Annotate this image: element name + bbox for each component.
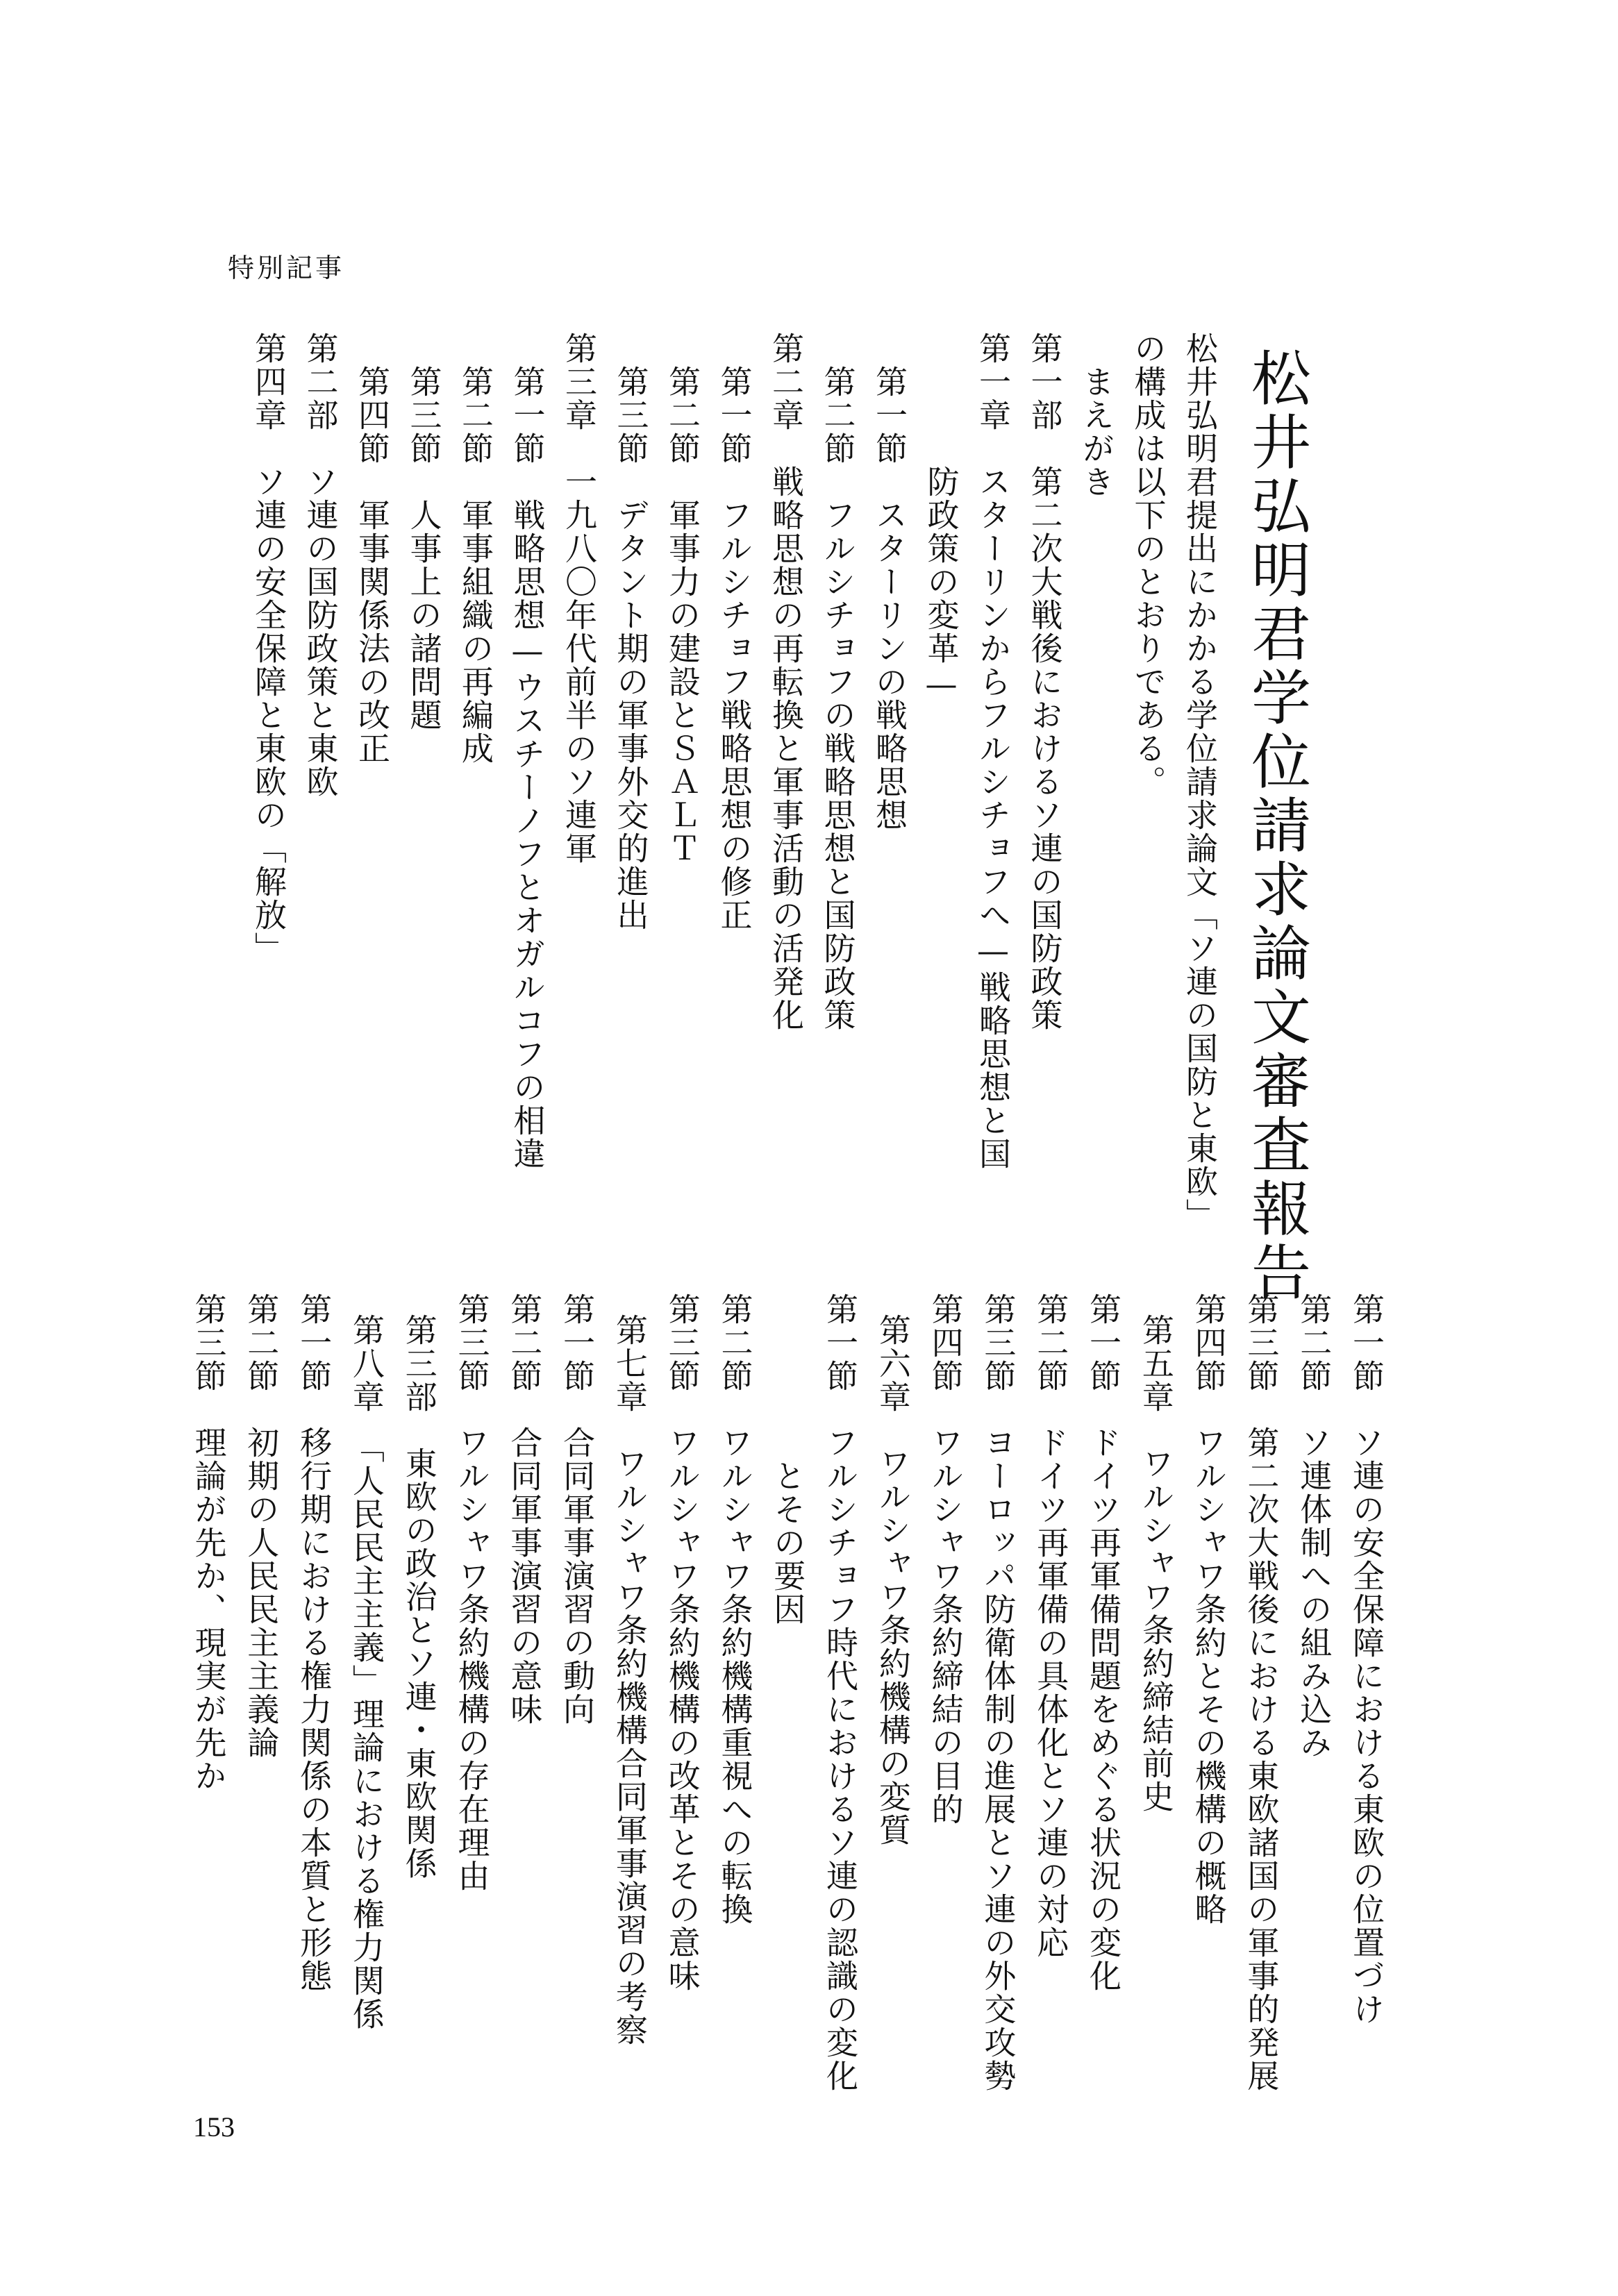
- section-header-label: 特別記事: [228, 253, 345, 283]
- toc-entry: 第三節 デタント期の軍事外交的進出: [612, 365, 650, 932]
- toc-entry: 第一節 合同軍事演習の動向: [558, 1293, 597, 1726]
- toc-entry: 第一節 戦略思想—ウスチーノフとオガルコフの相違: [508, 365, 547, 1171]
- toc-entry: 第四節 ワルシャワ条約とその機構の概略: [1190, 1293, 1228, 1926]
- toc-entry: 第一節 フルシチョフ時代におけるソ連の認識の変化: [821, 1293, 860, 2093]
- toc-entry: とその要因: [769, 1459, 807, 1626]
- toc-entry: 第三節 ワルシャワ条約機構の存在理由: [453, 1293, 491, 1893]
- toc-entry: 第三節 第二次大戦後における東欧諸国の軍事的発展: [1242, 1293, 1281, 2093]
- toc-entry: 第三節 ヨーロッパ防衛体制の進展とソ連の外交攻勢: [979, 1293, 1017, 2093]
- toc-entry: 第五章 ワルシャワ条約締結前史: [1137, 1314, 1175, 1813]
- page-number: 153: [193, 2111, 235, 2143]
- toc-entry: 第二節 軍事組織の再編成: [457, 365, 494, 765]
- toc-entry: 第一節 移行期における権力関係の本質と形態: [295, 1293, 333, 1993]
- intro-line: の構成は以下のとおりである。: [1129, 332, 1167, 798]
- toc-entry: 第三部 東欧の政治とソ連・東欧関係: [400, 1314, 438, 1880]
- toc-entry: 第一節 スターリンの戦略思想: [871, 365, 908, 832]
- toc-entry: 第六章 ワルシャワ条約機構の変質: [874, 1314, 912, 1847]
- toc-entry: まえがき: [1078, 365, 1115, 498]
- toc-top-column: [250, 332, 1226, 1232]
- toc-entry: 第二節 合同軍事演習の意味: [506, 1293, 544, 1726]
- toc-entry: 第二章 戦略思想の再転換と軍事活動の活発化: [767, 332, 805, 1032]
- toc-entry: 第二節 フルシチョフの戦略思想と国防政策: [819, 365, 857, 1032]
- toc-entry: 第二節 ワルシャワ条約機構重視への転換: [716, 1293, 754, 1926]
- toc-entry: 第八章 「人民民主主義」理論における権力関係: [347, 1314, 385, 2031]
- toc-entry: 第二節 軍事力の建設とＳＡＬＴ: [664, 365, 701, 865]
- toc-entry: 第四章 ソ連の安全保障と東欧の「解放」: [250, 332, 287, 965]
- toc-entry: 第一部 第二次大戦後におけるソ連の国防政策: [1026, 332, 1064, 1032]
- toc-entry: 第四節 ワルシャワ条約締結の目的: [926, 1293, 965, 1826]
- toc-entry: 第七章 ワルシャワ条約機構合同軍事演習の考察: [610, 1314, 649, 2047]
- toc-entry: 第三章 一九八〇年代前半のソ連軍: [560, 332, 598, 865]
- toc-entry: 第一章 スターリンからフルシチョフへ—戦略思想と国: [974, 332, 1012, 1171]
- intro-line: 松井弘明君提出にかかる学位請求論文「ソ連の国防と東欧」: [1181, 332, 1219, 1232]
- toc-entry: 防政策の変革—: [922, 465, 960, 704]
- page-title: 松井弘明君学位請求論文審査報告: [1241, 347, 1310, 1305]
- toc-entry: 第一節 フルシチョフ戦略思想の修正: [715, 365, 753, 932]
- toc-entry: 第三節 理論が先か、現実が先か: [190, 1293, 228, 1793]
- toc-entry: 第三節 人事上の諸問題: [405, 365, 443, 732]
- toc-entry: 第二節 ドイツ再軍備の具体化とソ連の対応: [1032, 1293, 1070, 1959]
- toc-bottom-column: [190, 1293, 1392, 2093]
- toc-entry: 第二部 ソ連の国防政策と東欧: [301, 332, 340, 798]
- toc-entry: 第四節 軍事関係法の改正: [353, 365, 391, 765]
- toc-entry: 第三節 ワルシャワ条約機構の改革とその意味: [663, 1293, 701, 1993]
- toc-entry: 第二節 初期の人民民主主義論: [242, 1293, 281, 1759]
- toc-entry: 第二節 ソ連体制への組み込み: [1295, 1293, 1333, 1759]
- toc-entry: 第一節 ソ連の安全保障における東欧の位置づけ: [1348, 1293, 1385, 2026]
- toc-entry: 第一節 ドイツ再軍備問題をめぐる状況の変化: [1085, 1293, 1123, 1993]
